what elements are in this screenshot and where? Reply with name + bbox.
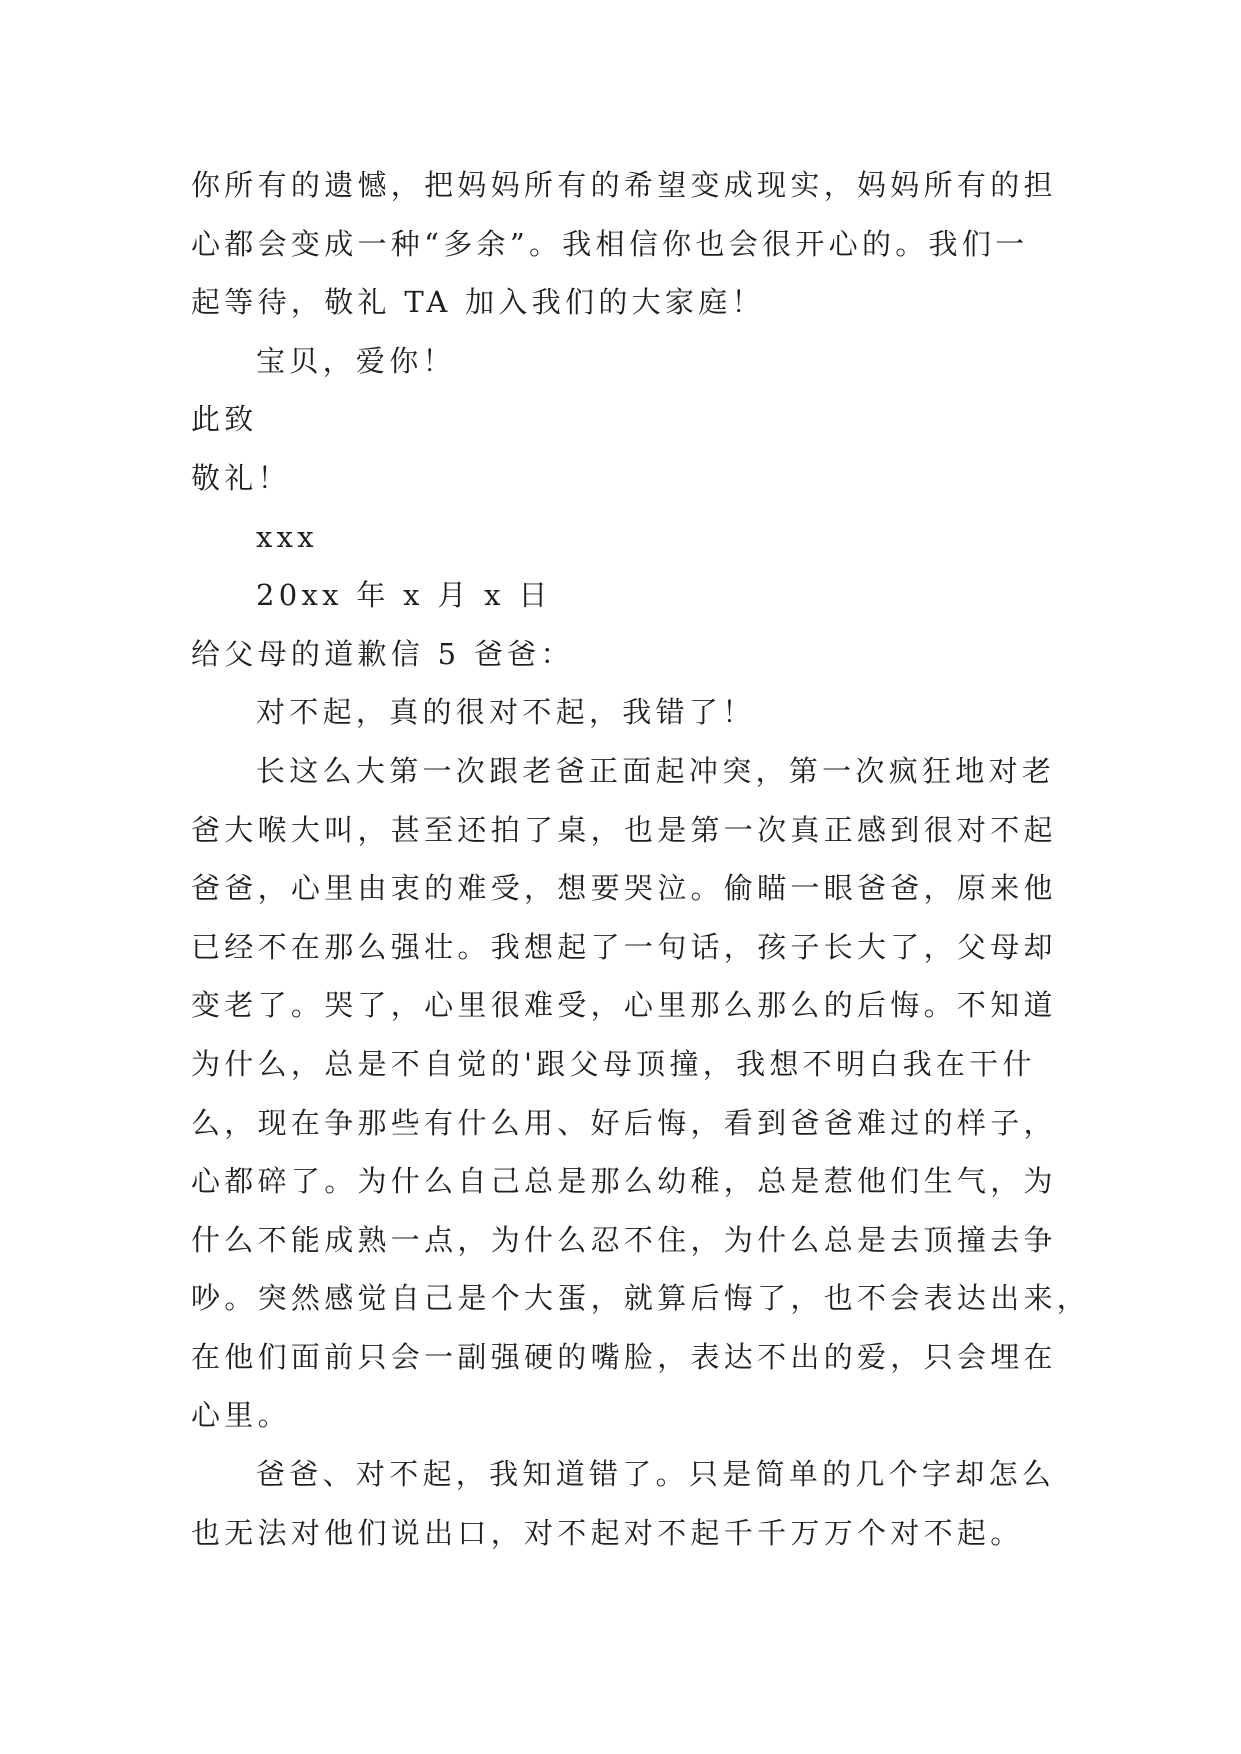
closing-line-1: 此致 (191, 402, 258, 437)
text-line: 心里。 (191, 1398, 291, 1433)
text-line: 爸爸、对不起，我知道错了。只是简单的几个字却怎么 (256, 1457, 1056, 1492)
date-line: 20xx 年 x 月 x 日 (256, 578, 552, 613)
text-line: 长这么大第一次跟老爸正面起冲突，第一次疯狂地对老 (256, 753, 1056, 788)
text-line: 也无法对他们说出口，对不起对不起千千万万个对不起。 (191, 1515, 1024, 1550)
signature: xxx (256, 519, 318, 554)
document-body (191, 156, 1191, 1562)
body-paragraph-1 (191, 742, 1191, 1445)
closing-line-2: 敬礼！ (191, 460, 291, 495)
text-line: 已经不在那么强壮。我想起了一句话，孩子长大了，父母却 (191, 929, 1057, 964)
affection-line: 宝贝，爱你！ (256, 343, 456, 378)
text-line: 吵。突然感觉自己是个大蛋，就算后悔了，也不会表达出来， (191, 1281, 1091, 1316)
text-line: 心都碎了。为什么自己总是那么幼稚，总是惹他们生气，为 (191, 1164, 1057, 1199)
text-line: 什么不能成熟一点，为什么忍不住，为什么总是去顶撞去争 (191, 1222, 1057, 1257)
text-line: 心都会变成一种“多余”。我相信你也会很开心的。我们一 (191, 226, 1029, 261)
section-heading: 给父母的道歉信 5 爸爸： (191, 636, 574, 671)
text-line: 爸爸，心里由衷的难受，想要哭泣。偷瞄一眼爸爸，原来他 (191, 871, 1057, 906)
text-line: 么，现在争那些有什么用、好后悔，看到爸爸难过的样子， (191, 1105, 1057, 1140)
continuation-paragraph (191, 156, 1191, 332)
body-paragraph-2 (191, 1445, 1191, 1562)
text-line: 在他们面前只会一副强硬的嘴脸，表达不出的爱，只会埋在 (191, 1339, 1057, 1374)
text-line: 起等待，敬礼 TA 加入我们的大家庭！ (191, 285, 765, 320)
text-line: 为什么，总是不自觉的'跟父母顶撞，我想不明白我在干什 (191, 1046, 1036, 1081)
text-line: 变老了。哭了，心里很难受，心里那么那么的后悔。不知道 (191, 988, 1057, 1023)
text-line: 你所有的遗憾，把妈妈所有的希望变成现实，妈妈所有的担 (191, 168, 1057, 202)
apology-line: 对不起，真的很对不起，我错了！ (256, 695, 756, 730)
text-line: 爸大喉大叫，甚至还拍了桌，也是第一次真正感到很对不起 (191, 812, 1057, 847)
